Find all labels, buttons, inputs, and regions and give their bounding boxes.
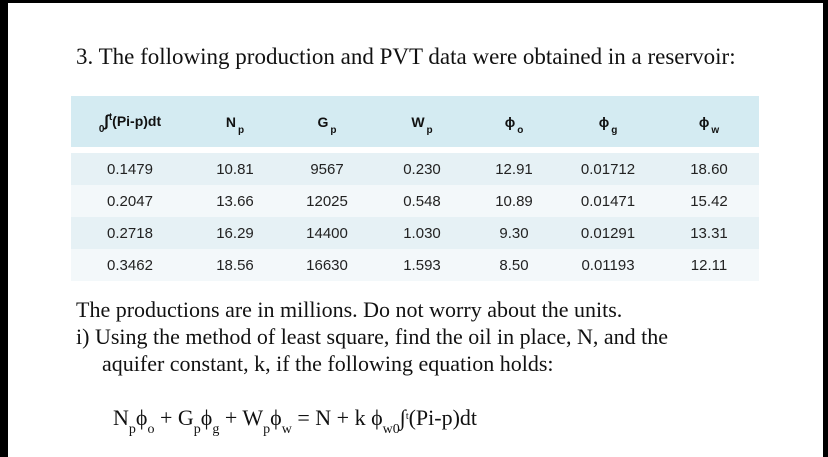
eq-integral-upper: t bbox=[405, 411, 409, 422]
eq-term: (Pi-p)dt bbox=[408, 405, 478, 430]
question-heading: 3. The following production and PVT data were obtained in a reservoir: bbox=[76, 44, 736, 69]
eq-term: = N + k ϕ bbox=[291, 405, 383, 430]
table-cell: 10.89 bbox=[471, 185, 557, 217]
table-cell: 9.30 bbox=[471, 217, 557, 249]
instructions-line-3: aquifer constant, k, if the following equation holds: bbox=[102, 351, 554, 376]
header-np-sub: p bbox=[238, 124, 245, 136]
table-cell: 12025 bbox=[281, 185, 373, 217]
table-row bbox=[71, 249, 759, 281]
table-cell: 1.593 bbox=[373, 249, 471, 281]
eq-subscript: p bbox=[128, 422, 136, 437]
eq-subscript: p bbox=[193, 422, 201, 437]
instructions-line-2: i) Using the method of least square, find the oil in place, N, and the bbox=[76, 324, 669, 349]
instructions-text bbox=[76, 296, 668, 377]
table-cell: 18.60 bbox=[659, 150, 759, 185]
eq-integral-lower: 0 bbox=[392, 422, 400, 437]
table-cell: 0.1479 bbox=[71, 150, 189, 185]
instructions-line-1: The productions are in millions. Do not worry about the units. bbox=[76, 297, 623, 322]
header-phi-w bbox=[659, 96, 759, 150]
table-row bbox=[71, 150, 759, 185]
table-cell: 0.01471 bbox=[557, 185, 659, 217]
header-wp bbox=[373, 96, 471, 150]
table-cell: 0.01291 bbox=[557, 217, 659, 249]
table-cell: 13.31 bbox=[659, 217, 759, 249]
eq-subscript: w bbox=[382, 422, 393, 437]
header-np bbox=[189, 96, 281, 150]
table-cell: 8.50 bbox=[471, 249, 557, 281]
table-cell: 0.230 bbox=[373, 150, 471, 185]
table-cell: 16630 bbox=[281, 249, 373, 281]
header-gp-sub: p bbox=[330, 124, 337, 136]
integral-sign: ∫ bbox=[104, 112, 109, 130]
eq-subscript: g bbox=[212, 422, 220, 437]
material-balance-equation bbox=[113, 405, 478, 437]
header-gp-label: G bbox=[317, 113, 329, 130]
header-phi-o bbox=[471, 96, 557, 150]
table-row bbox=[71, 217, 759, 249]
eq-integral-sign: ∫ bbox=[399, 405, 406, 430]
table-cell: 15.42 bbox=[659, 185, 759, 217]
eq-term: ϕ bbox=[200, 405, 213, 430]
table-header-row bbox=[71, 96, 759, 150]
table-row bbox=[71, 185, 759, 217]
table-cell: 12.11 bbox=[659, 249, 759, 281]
header-phi-w-sub: w bbox=[711, 124, 720, 136]
header-gp bbox=[281, 96, 373, 150]
eq-term: + W bbox=[219, 405, 264, 430]
table-cell: 9567 bbox=[281, 150, 373, 185]
table-cell: 0.2047 bbox=[71, 185, 189, 217]
table-cell: 14400 bbox=[281, 217, 373, 249]
left-border bbox=[0, 0, 8, 457]
table-cell: 16.29 bbox=[189, 217, 281, 249]
integral-upper-limit: t bbox=[108, 111, 113, 123]
header-phi-o-label: ϕ bbox=[504, 113, 516, 130]
header-integral bbox=[71, 96, 189, 150]
header-phi-g-label: ϕ bbox=[598, 113, 610, 130]
eq-term: + G bbox=[154, 405, 194, 430]
table-cell: 13.66 bbox=[189, 185, 281, 217]
table-cell: 1.030 bbox=[373, 217, 471, 249]
eq-term: ϕ bbox=[135, 405, 148, 430]
header-phi-g bbox=[557, 96, 659, 150]
header-phi-w-label: ϕ bbox=[698, 113, 710, 130]
table-cell: 0.01193 bbox=[557, 249, 659, 281]
header-phi-g-sub: g bbox=[611, 124, 618, 136]
top-border bbox=[0, 0, 828, 3]
eq-subscript: o bbox=[147, 422, 155, 437]
table-cell: 0.2718 bbox=[71, 217, 189, 249]
header-integral-label: (Pi-p)dt bbox=[112, 112, 162, 129]
header-np-label: N bbox=[225, 113, 236, 130]
eq-term: ϕ bbox=[270, 405, 282, 430]
eq-term: N bbox=[113, 405, 129, 430]
eq-subscript: w bbox=[281, 422, 292, 437]
table-cell: 0.01712 bbox=[557, 150, 659, 185]
right-border bbox=[823, 0, 828, 457]
header-phi-o-sub: o bbox=[517, 124, 524, 136]
table-cell: 0.548 bbox=[373, 185, 471, 217]
header-wp-label: W bbox=[411, 113, 425, 130]
table-cell: 12.91 bbox=[471, 150, 557, 185]
table-cell: 18.56 bbox=[189, 249, 281, 281]
data-table bbox=[71, 96, 759, 281]
eq-subscript: p bbox=[263, 422, 271, 437]
table-cell: 10.81 bbox=[189, 150, 281, 185]
integral-lower-limit: 0 bbox=[98, 123, 105, 135]
header-wp-sub: p bbox=[426, 124, 433, 136]
table-cell: 0.3462 bbox=[71, 249, 189, 281]
